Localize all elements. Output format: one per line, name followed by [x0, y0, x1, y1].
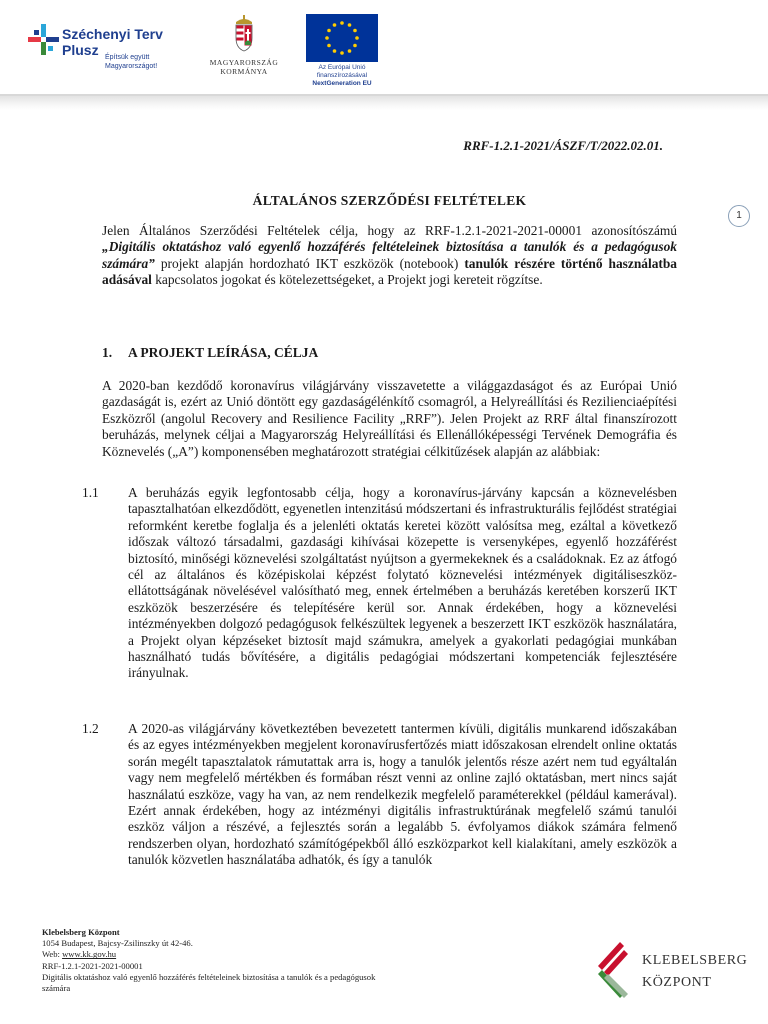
klebelsberg-line1: KLEBELSBERG [642, 953, 748, 968]
document-reference: RRF-1.2.1-2021/ÁSZF/T/2022.02.01. [463, 138, 663, 153]
szechenyi-title-line1: Széchenyi Terv [62, 26, 163, 42]
section-paragraph: A 2020-ban kezdődő koronavírus világjárvány visszavetette a világgazdaságot és az Európai Unió gazdaságát is, ezért az Unió döntött egy gazdaságélénkítő csomagról, a Helyreállítási és Rezilienciaépítési Eszközről (angolul Recovery and Resilience Facility „RRF”). Jelen Projekt az RRF által finanszírozott beruházás, melynek céljai a Magyarország Helyreállítási és Ellenállóképességi Tervének Demográfia és Köznevelés („A”) komponensében meghatározott stratégiai célkitűzések alapján az alábbiak: [102, 378, 677, 459]
intro-project-name: „Digitális oktatáshoz való egyenlő hozzáférés feltételeinek biztosítása a tanulók és a pedagógusok számára” [102, 239, 677, 271]
eu-star-icon [340, 51, 344, 55]
eu-star-icon [348, 23, 352, 27]
eu-star-icon [333, 23, 337, 27]
footer-address: 1054 Budapest, Bajcsy-Zsilinszky út 42-46. [42, 938, 193, 949]
eu-star-icon [327, 44, 331, 48]
eu-star-icon [325, 36, 329, 40]
hungarian-crest-icon [232, 14, 256, 52]
szechenyi-title-line2: Plusz [62, 42, 99, 58]
eu-line3: NextGeneration EU [312, 80, 372, 87]
eu-star-icon [327, 29, 331, 33]
intro-part3: kapcsolatos jogokat és kötelezettségeket, a Projekt jogi kereteit rögzítse. [151, 272, 543, 288]
klebelsberg-name [642, 950, 750, 994]
magyarorszag-kormanya-logo [202, 14, 286, 82]
list-item-text: A 2020-as világjárvány következtében bevezetett tantermen kívüli, digitális munkarend időszakában és az egyes intézményekben megjelent koronavírusfertőzés miatt időszakosan elrendelt online oktatás során megélt tapasztalatok rámutattak arra is, hogy a tanulók jelentős része azért nem tud egyáltalán vagy nem megfelelő mértékben és formában részt venni az online zajló oktatásban, mert nincs saját használatú eszköze, vagy ha van, az nem rendelkezik megfelelő paraméterekkel (például kamerával). Ezért annak érdekében, hogy az intézményi digitális infrastruktúrának megfelelő számú tanulói eszköz váljon a részévé, a fejlesztés során a legalább 5. évfolyamos diákok számára felmenő rendszerben olyan, hordozható számítógépekből álló eszközparkot kell kialakítani, amely eszközök a tanulók közvetlen használatába adhatók, és így a tanulók [128, 721, 677, 868]
szechenyi-cross-icon [28, 24, 60, 56]
footer-web-line [42, 949, 402, 960]
eu-star-icon [353, 44, 357, 48]
klebelsberg-chevron-icon [590, 940, 634, 1000]
section-heading [102, 345, 677, 361]
government-line2: KORMÁNYA [220, 67, 268, 76]
footer-web-label: Web: [42, 949, 63, 960]
government-name [202, 58, 286, 76]
intro-part2: projekt alapján hordozható IKT eszközök (notebook) [154, 255, 465, 271]
eu-funding-logo [302, 14, 382, 94]
klebelsberg-line2: KÖZPONT [642, 975, 712, 990]
eu-star-icon [355, 36, 359, 40]
eu-star-icon [340, 21, 344, 25]
header-shadow [0, 96, 768, 110]
eu-flag-icon [306, 14, 378, 62]
intro-paragraph [102, 223, 677, 289]
eu-star-icon [348, 49, 352, 53]
eu-star-icon [353, 29, 357, 33]
government-line1: MAGYARORSZÁG [209, 58, 279, 67]
list-item-number: 1.2 [82, 721, 99, 736]
section-title: A PROJEKT LEÍRÁSA, CÉLJA [128, 345, 319, 360]
eu-line1: Az Európai Unió [318, 64, 366, 71]
intro-part1: Jelen Általános Szerződési Feltételek célja, hogy az RRF-1.2.1-2021-2021-00001 azonosítószámú [102, 223, 677, 238]
eu-line2: finanszírozásával [316, 72, 368, 79]
klebelsberg-kozpont-logo [590, 936, 750, 1006]
intro-bold-phrase: tanulók részére történő használatba adásával [102, 255, 677, 288]
eu-funding-text [302, 64, 382, 88]
eu-star-icon [333, 49, 337, 53]
list-item-text: A beruházás egyik legfontosabb célja, hogy a koronavírus-járvány kapcsán a köznevelésben tapasztalhatóan elkezdődött, egyenetlen intenzitású módszertani és infrastrukturális fejlődést stratégiai reformként keretbe foglalja és a jelenléti oktatás keretei között valósítsa meg, ezáltal a következő időszak változó társadalmi, gazdasági kihívásai közepette is versenyképes, egyenlő hozzáférést biztosító, minőségi köznevelési szolgáltatást nyújtson a gyermekeknek és a családoknak. Ez az átfogó cél az általános és középiskolai képzést folytató köznevelési intézmények digitáliseszköz-ellátottságának növelésével valósítható meg, ennek értelmében a beruházás keretében korszerű IKT eszközök beszerzésére és telepítésére kerül sor. Annak érdekében, hogy a köznevelési intézményekben dolgozó pedagógusok felkészültek legyenek a beszerzett IKT eszközök használatára, a Projekt olyan képzéseket biztosít majd számukra, amelyek a gyakorlati pedagógiai munkában használható tudás bővítésére, a digitális pedagógiai módszertani kompetenciák fejlesztésére irányulnak. [128, 485, 677, 681]
document-title: ÁLTALÁNOS SZERZŐDÉSI FELTÉTELEK [252, 193, 527, 208]
page-number-badge: 1 [728, 205, 750, 227]
footer-org-name: Klebelsberg Központ [42, 927, 120, 937]
footer-project-id: RRF-1.2.1-2021-2021-00001 [42, 960, 143, 971]
szechenyi-tagline: Építsük együtt Magyarországot! [105, 54, 158, 70]
list-item-number: 1.1 [82, 485, 99, 500]
footer-web-link[interactable]: www.kk.gov.hu [62, 949, 117, 960]
footer-project-title: Digitális oktatáshoz való egyenlő hozzáférés feltételeinek biztosítása a tanulók és a pedagógusok számára [42, 971, 376, 994]
section-number: 1. [102, 345, 113, 360]
szechenyi-terv-logo [28, 22, 198, 82]
footer-info [42, 927, 402, 994]
